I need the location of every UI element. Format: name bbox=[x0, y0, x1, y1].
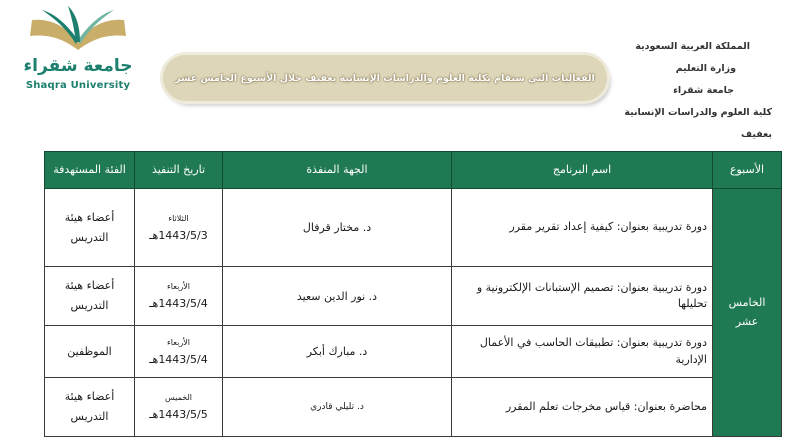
program-cell: محاضرة بعنوان: قياس مخرجات تعلم المقرر bbox=[452, 378, 713, 437]
table-header-row bbox=[45, 152, 782, 189]
banner-title: الفعاليات التي ستقام بكلية العلوم والدراسات الإنسانية بعفيف خلال الأسبوع الخامس عشر bbox=[175, 72, 595, 84]
date-value: 1443/5/4هـ bbox=[149, 352, 208, 366]
date-value: 1443/5/4هـ bbox=[149, 297, 208, 310]
date-cell bbox=[135, 189, 223, 267]
header-date: تاريخ التنفيذ bbox=[135, 152, 223, 189]
date-cell bbox=[135, 267, 223, 326]
audience-cell: أعضاء هيئة التدريس bbox=[45, 267, 135, 326]
date-cell bbox=[135, 326, 223, 378]
table-row bbox=[45, 189, 782, 267]
header-college: كلية العلوم والدراسات الإنسانية بعفيف bbox=[624, 107, 772, 140]
header-ministry: وزارة التعليم bbox=[675, 63, 736, 74]
header-week: الأسبوع bbox=[713, 152, 782, 189]
table-row bbox=[45, 267, 782, 326]
program-cell: دورة تدريبية بعنوان: تصميم الإستبانات الإلكترونية و تحليلها bbox=[452, 267, 713, 326]
title-banner bbox=[163, 55, 607, 101]
week-cell: الخامس عشر bbox=[713, 189, 782, 437]
header-program: اسم البرنامج bbox=[452, 152, 713, 189]
table-row bbox=[45, 326, 782, 378]
executor-cell: د. مبارك أبكر bbox=[223, 326, 452, 378]
day-label: الأربعاء bbox=[167, 337, 190, 347]
ministry-header bbox=[592, 36, 772, 140]
day-label: الأربعاء bbox=[167, 282, 190, 291]
university-logo bbox=[18, 4, 138, 100]
audience-cell: أعضاء هيئة التدريس bbox=[45, 378, 135, 437]
logo-english-name: Shaqra University bbox=[25, 80, 131, 91]
date-cell bbox=[135, 378, 223, 437]
header-executor: الجهة المنفذة bbox=[223, 152, 452, 189]
program-cell: دورة تدريبية بعنوان: كيفية إعداد تقرير مقرر bbox=[452, 189, 713, 267]
executor-cell: د. نور الدين سعيد bbox=[223, 267, 452, 326]
day-label: الخميس bbox=[164, 393, 193, 402]
day-label: الثلاثاء bbox=[168, 213, 189, 223]
header-kingdom: المملكة العربية السعودية bbox=[635, 41, 750, 52]
table-row bbox=[45, 378, 782, 437]
header-audience: الفئة المستهدفة bbox=[45, 152, 135, 189]
audience-cell: أعضاء هيئة التدريس bbox=[45, 189, 135, 267]
executor-cell: د. مختار قرفال bbox=[223, 189, 452, 267]
header-university: جامعة شقراء bbox=[673, 85, 734, 96]
date-value: 1443/5/5هـ bbox=[149, 408, 208, 421]
audience-cell: الموظفين bbox=[45, 326, 135, 378]
open-book-icon bbox=[18, 4, 138, 60]
programs-table bbox=[44, 151, 782, 437]
logo-arabic-name: جامعة شقراء bbox=[23, 56, 133, 76]
date-value: 1443/5/3هـ bbox=[149, 228, 208, 242]
executor-cell: د. تليلي قادري bbox=[223, 378, 452, 437]
program-cell: دورة تدريبية بعنوان: تطبيقات الحاسب في الأعمال الإدارية bbox=[452, 326, 713, 378]
